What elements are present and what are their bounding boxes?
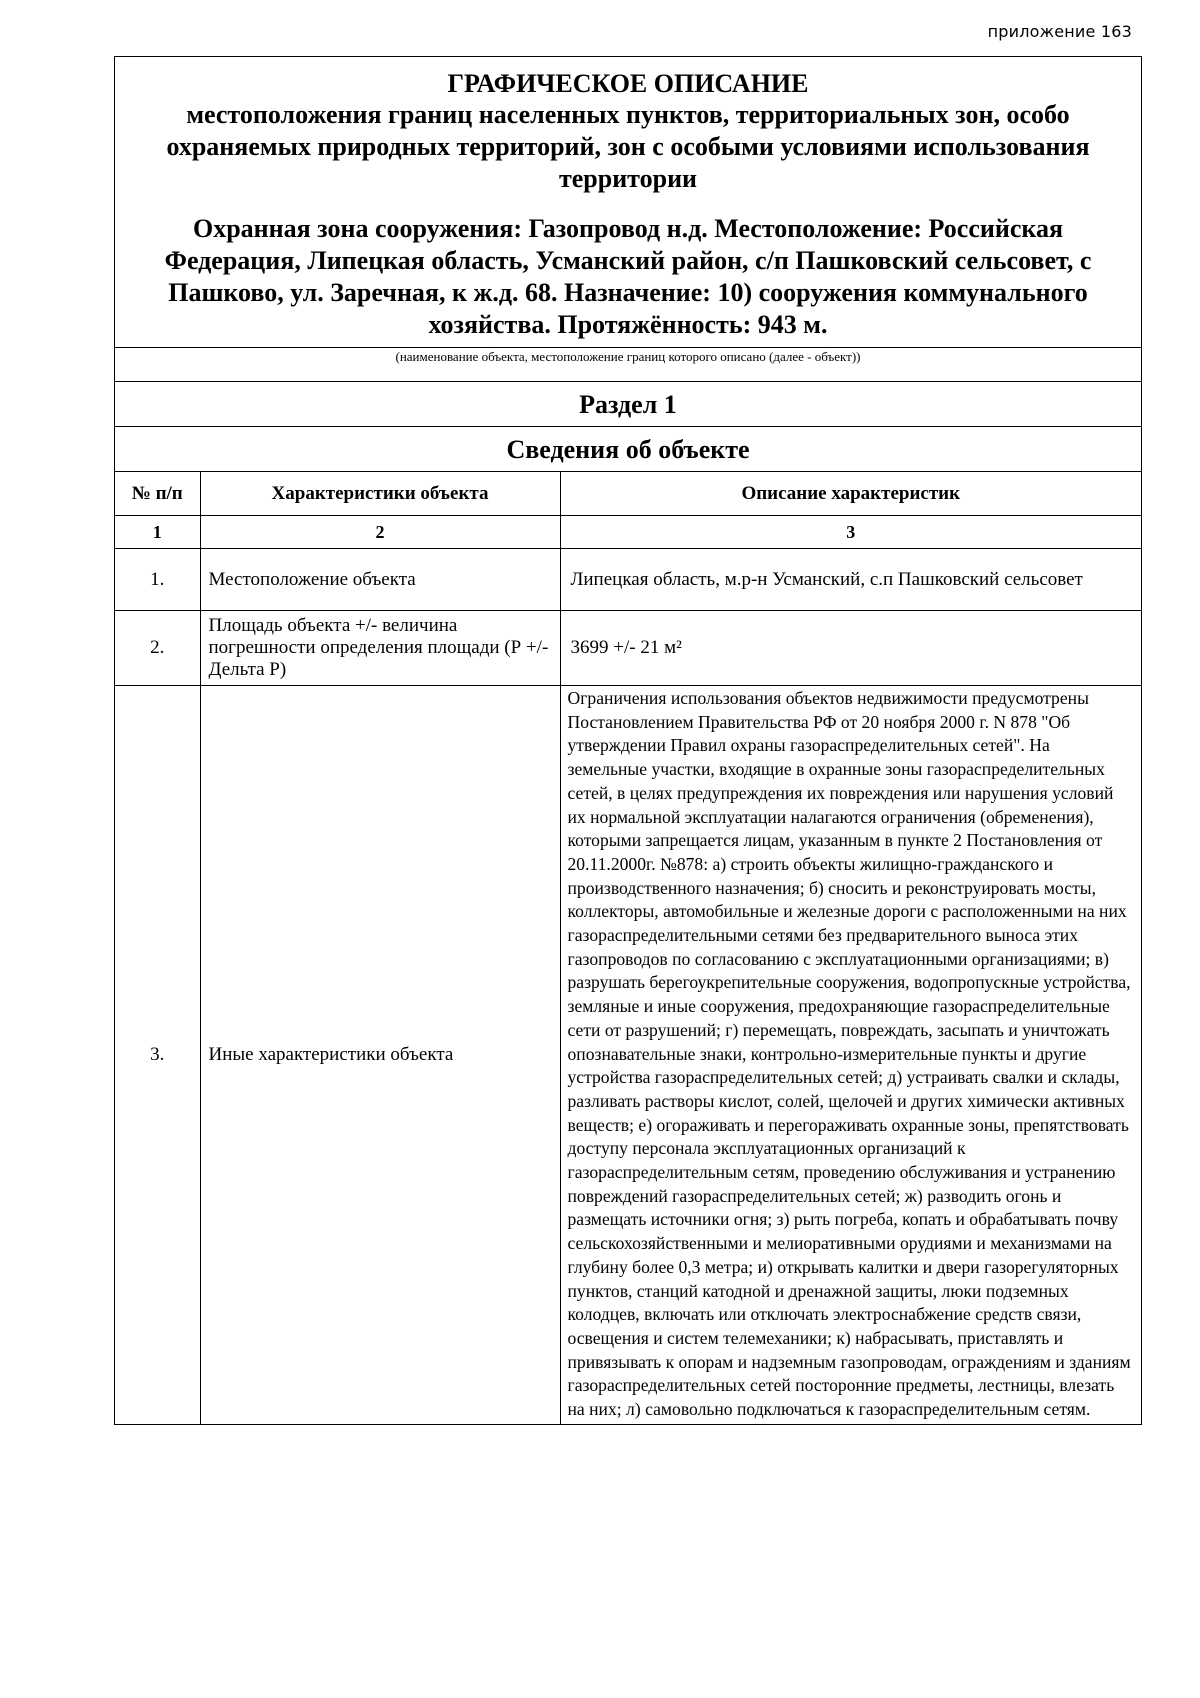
appendix-label: приложение 163 [987, 22, 1132, 41]
row-characteristic: Иные характеристики объекта [200, 686, 560, 1425]
section-title: Раздел 1 [115, 382, 1141, 427]
row-description: Ограничения использования объектов недвижимости предусмотрены Постановлением Правительства РФ от 20 ноября 2000 г. N 878 "Об утверждении Правил охраны газораспределительных сетей". На земельные участки, входящие в охранные зоны газораспределительных сетей, в целях предупреждения их повреждения или нарушения условий их нормальной эксплуатации налагаются ограничения (обременения), которыми запрещается лицам, указанным в пункте 2 Постановления от 20.11.2000г. №878: а) строить объекты жилищно-гражданского и производственного назначения; б) сносить и реконструировать мосты, коллекторы, автомобильные и железные дороги с расположенными на них газораспределительными сетями без предварительного выноса этих газопроводов по согласованию с эксплуатационными организациями; в) разрушать берегоукрепительные сооружения, водопропускные устройства, земляные и иные сооружения, предохраняющие газораспределительные сети от разрушений; г) перемещать, повреждать, засыпать и уничтожать опознавательные знаки, контрольно-измерительные пункты и другие устройства газораспределительных сетей; д) устраивать свалки и склады, разливать растворы кислот, солей, щелочей и других химически активных веществ; е) огораживать и перегораживать охранные зоны, препятствовать доступу персонала эксплуатационных организаций к газораспределительным сетям, проведению обслуживания и устранению повреждений газораспределительных сетей; ж) разводить огонь и размещать источники огня; з) рыть погреба, копать и обрабатывать почву сельскохозяйственными и мелиоративными орудиями и механизмами на глубину более 0,3 метра; и) открывать калитки и двери газорегуляторных пунктов, станций катодной и дренажной защиты, люки подземных колодцев, включать или отключать электроснабжение средств связи, освещения и систем телемеханики; к) набрасывать, приставлять и привязывать к опорам и надземным газопроводам, ограждениям и зданиям газораспределительных сетей посторонние предметы, лестницы, влезать на них; л) самовольно подключаться к газораспределительным сетям. [560, 686, 1141, 1425]
row-characteristic: Площадь объекта +/- величина погрешности определения площади (Р +/- Дельта Р) [200, 611, 560, 686]
row-number: 3. [115, 686, 200, 1425]
document-title: ГРАФИЧЕСКОЕ ОПИСАНИЕ [447, 69, 809, 98]
row-description: Липецкая область, м.р-н Усманский, с.п Пашковский сельсовет [560, 549, 1141, 611]
column-index-1: 1 [115, 516, 200, 549]
object-name: Охранная зона сооружения: Газопровод н.д. Местоположение: Российская Федерация, Липецкая область, Усманский район, с/п Пашковский сельсовет, с Пашково, ул. Заречная, к ж.д. 68. Назначение: 10) сооружения коммунального хозяйства. Протяжённость: 943 м. [164, 214, 1092, 339]
section-subtitle: Сведения об объекте [115, 427, 1141, 472]
document-header [115, 57, 1141, 347]
document-frame [114, 56, 1142, 1425]
table-header-row [115, 472, 1141, 516]
table-row [115, 686, 1141, 1425]
column-index-3: 3 [560, 516, 1141, 549]
document-subtitle: местоположения границ населенных пунктов, территориальных зон, особо охраняемых природных территорий, зон с особыми условиями использования территории [166, 100, 1090, 193]
row-number: 2. [115, 611, 200, 686]
object-info-table [115, 472, 1141, 1425]
column-header-characteristic: Характеристики объекта [200, 472, 560, 516]
row-description: 3699 +/- 21 м² [560, 611, 1141, 686]
row-characteristic: Местоположение объекта [200, 549, 560, 611]
table-row [115, 549, 1141, 611]
object-name-caption: (наименование объекта, местоположение границ которого описано (далее - объект)) [115, 347, 1141, 382]
table-index-row [115, 516, 1141, 549]
table-row [115, 611, 1141, 686]
column-index-2: 2 [200, 516, 560, 549]
row-number: 1. [115, 549, 200, 611]
column-header-description: Описание характеристик [560, 472, 1141, 516]
column-header-number: № п/п [115, 472, 200, 516]
